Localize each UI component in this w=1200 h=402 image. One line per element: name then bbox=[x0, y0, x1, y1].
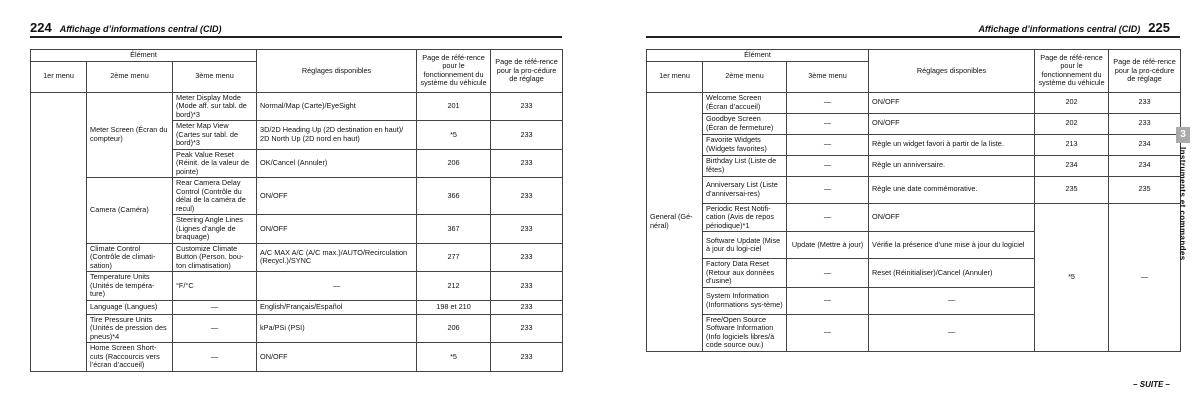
header-settings: Réglages disponibles bbox=[869, 50, 1035, 93]
menu3-cell: — bbox=[787, 176, 869, 203]
menu2-cell: Camera (Caméra) bbox=[87, 178, 173, 244]
header-menu1: 1er menu bbox=[647, 61, 703, 92]
menu2-cell: Goodbye Screen (Écran de fermeture) bbox=[703, 113, 787, 134]
chapter-title-vertical: Instruments et commandes bbox=[1178, 147, 1187, 261]
ref-function-cell: 201 bbox=[417, 92, 491, 121]
menu3-cell: Customize Climate Button (Person. bou-ton climatisation) bbox=[173, 243, 257, 272]
menu3-cell: — bbox=[787, 113, 869, 134]
settings-cell: English/Français/Español bbox=[257, 300, 417, 314]
continued-footer: – SUITE – bbox=[1133, 380, 1170, 389]
ref-setting-cell: 233 bbox=[491, 121, 563, 150]
merged-ref-setting-cell: — bbox=[1109, 203, 1181, 351]
menu3-cell: Update (Mettre à jour) bbox=[787, 232, 869, 259]
settings-cell: — bbox=[869, 287, 1035, 314]
ref-setting-cell: 234 bbox=[1109, 134, 1181, 155]
table-row bbox=[31, 92, 563, 121]
header-ref-setting: Page de réfé-rence pour la pro-cédure de réglage bbox=[491, 50, 563, 93]
right-header-rule bbox=[646, 36, 1180, 38]
menu2-cell: Periodic Rest Notifi-cation (Avis de repos périodique)*1 bbox=[703, 203, 787, 232]
settings-cell: Vérifie la présence d’une mise à jour du logiciel bbox=[869, 232, 1035, 259]
settings-cell: ON/OFF bbox=[257, 215, 417, 244]
ref-setting-cell: 233 bbox=[491, 178, 563, 215]
menu1-cell bbox=[31, 92, 87, 371]
menu3-cell: — bbox=[787, 92, 869, 113]
menu3-cell: Rear Camera Delay Control (Contrôle du délai de la caméra de recul) bbox=[173, 178, 257, 215]
header-menu1: 1er menu bbox=[31, 61, 87, 92]
left-page-header bbox=[30, 20, 222, 36]
ref-function-cell: 366 bbox=[417, 178, 491, 215]
settings-cell: Règle une date commémorative. bbox=[869, 176, 1035, 203]
menu1-general-cell: General (Gé-néral) bbox=[647, 92, 703, 351]
settings-cell: — bbox=[869, 314, 1035, 351]
ref-setting-cell: 234 bbox=[1109, 155, 1181, 176]
menu3-cell: — bbox=[173, 314, 257, 343]
header-menu2: 2ème menu bbox=[703, 61, 787, 92]
merged-ref-function-cell: *5 bbox=[1035, 203, 1109, 351]
right-page-title: Affichage d’informations central (CID) bbox=[978, 24, 1141, 34]
chapter-tab: 3 bbox=[1176, 127, 1190, 143]
menu2-cell: Temperature Units (Unités de tempéra-ture) bbox=[87, 272, 173, 301]
settings-cell: ON/OFF bbox=[869, 113, 1035, 134]
settings-cell: Règle un widget favori à partir de la liste. bbox=[869, 134, 1035, 155]
menu3-cell: — bbox=[787, 203, 869, 232]
menu2-cell: Tire Pressure Units (Unités de pression des pneus)*4 bbox=[87, 314, 173, 343]
ref-function-cell: 277 bbox=[417, 243, 491, 272]
ref-setting-cell: 233 bbox=[1109, 113, 1181, 134]
ref-setting-cell: 233 bbox=[491, 149, 563, 178]
ref-setting-cell: 233 bbox=[491, 343, 563, 372]
menu3-cell: — bbox=[787, 134, 869, 155]
menu2-cell: System Information (Informations sys-tème) bbox=[703, 287, 787, 314]
ref-function-cell: 206 bbox=[417, 149, 491, 178]
menu2-cell: Software Update (Mise à jour du logi-ciel bbox=[703, 232, 787, 259]
header-element: Élément bbox=[31, 50, 257, 62]
menu2-cell: Climate Control (Contrôle de climati-sation) bbox=[87, 243, 173, 272]
right-page-number: 225 bbox=[1148, 20, 1170, 35]
menu2-cell: Welcome Screen (Écran d’accueil) bbox=[703, 92, 787, 113]
menu2-cell: Anniversary List (Liste d’anniversai-res) bbox=[703, 176, 787, 203]
menu2-cell: Meter Screen (Écran du compteur) bbox=[87, 92, 173, 178]
table-row bbox=[31, 243, 563, 272]
table-header-row bbox=[31, 50, 563, 62]
ref-setting-cell: 233 bbox=[491, 243, 563, 272]
menu2-cell: Favorite Widgets (Widgets favorites) bbox=[703, 134, 787, 155]
settings-cell: Reset (Réinitialiser)/Cancel (Annuler) bbox=[869, 259, 1035, 288]
menu3-cell: — bbox=[787, 155, 869, 176]
ref-setting-cell: 233 bbox=[491, 215, 563, 244]
settings-cell: A/C MAX A/C (A/C max.)/AUTO/Recirculation (Recycl.)/SYNC bbox=[257, 243, 417, 272]
ref-function-cell: 198 et 210 bbox=[417, 300, 491, 314]
left-header-rule bbox=[30, 36, 562, 38]
settings-cell: — bbox=[257, 272, 417, 301]
ref-function-cell: 202 bbox=[1035, 92, 1109, 113]
table-row bbox=[31, 314, 563, 343]
settings-cell: ON/OFF bbox=[869, 203, 1035, 232]
table-row bbox=[647, 134, 1181, 155]
menu3-cell: — bbox=[173, 343, 257, 372]
menu3-cell: — bbox=[787, 314, 869, 351]
ref-setting-cell: 233 bbox=[491, 300, 563, 314]
menu2-cell: Factory Data Reset (Retour aux données d’usine) bbox=[703, 259, 787, 288]
settings-cell: OK/Cancel (Annuler) bbox=[257, 149, 417, 178]
menu3-cell: Peak Value Reset (Réinit. de la valeur de pointe) bbox=[173, 149, 257, 178]
ref-setting-cell: 233 bbox=[491, 92, 563, 121]
menu3-cell: — bbox=[173, 300, 257, 314]
menu3-cell: Meter Display Mode (Mode aff. sur tabl. de bord)*3 bbox=[173, 92, 257, 121]
ref-function-cell: 212 bbox=[417, 272, 491, 301]
settings-cell: ON/OFF bbox=[869, 92, 1035, 113]
ref-function-cell: 235 bbox=[1035, 176, 1109, 203]
left-settings-table bbox=[30, 49, 563, 372]
ref-function-cell: 234 bbox=[1035, 155, 1109, 176]
ref-setting-cell: 233 bbox=[491, 272, 563, 301]
menu3-cell: Steering Angle Lines (Lignes d’angle de braquage) bbox=[173, 215, 257, 244]
ref-setting-cell: 233 bbox=[1109, 92, 1181, 113]
menu3-cell: — bbox=[787, 259, 869, 288]
table-header-row bbox=[647, 50, 1181, 62]
table-row bbox=[31, 178, 563, 215]
header-menu3: 3ème menu bbox=[787, 61, 869, 92]
header-menu3: 3ème menu bbox=[173, 61, 257, 92]
menu2-cell: Free/Open Source Software Information (Info logiciels libres/à code source ouv.) bbox=[703, 314, 787, 351]
settings-cell: Règle un anniversaire. bbox=[869, 155, 1035, 176]
header-ref-function: Page de réfé-rence pour le fonctionnement du système du véhicule bbox=[1035, 50, 1109, 93]
settings-cell: ON/OFF bbox=[257, 178, 417, 215]
left-page-title: Affichage d’informations central (CID) bbox=[59, 24, 222, 34]
ref-function-cell: *5 bbox=[417, 343, 491, 372]
ref-function-cell: 202 bbox=[1035, 113, 1109, 134]
menu2-cell: Birthday List (Liste de fêtes) bbox=[703, 155, 787, 176]
settings-cell: kPa/PSi (PSI) bbox=[257, 314, 417, 343]
header-ref-setting: Page de réfé-rence pour la pro-cédure de réglage bbox=[1109, 50, 1181, 93]
ref-setting-cell: 235 bbox=[1109, 176, 1181, 203]
header-ref-function: Page de réfé-rence pour le fonctionnement du système du véhicule bbox=[417, 50, 491, 93]
menu3-cell: °F/°C bbox=[173, 272, 257, 301]
table-row bbox=[647, 155, 1181, 176]
right-settings-table bbox=[646, 49, 1181, 352]
menu2-cell: Home Screen Short-cuts (Raccourcis vers l’écran d’accueil) bbox=[87, 343, 173, 372]
table-row bbox=[31, 300, 563, 314]
settings-cell: 3D/2D Heading Up (2D destination en haut)/ 2D North Up (2D nord en haut) bbox=[257, 121, 417, 150]
menu3-cell: — bbox=[787, 287, 869, 314]
ref-function-cell: 206 bbox=[417, 314, 491, 343]
table-row bbox=[647, 176, 1181, 203]
menu3-cell: Meter Map View (Cartes sur tabl. de bord)*3 bbox=[173, 121, 257, 150]
ref-function-cell: 367 bbox=[417, 215, 491, 244]
header-menu2: 2ème menu bbox=[87, 61, 173, 92]
table-row bbox=[31, 343, 563, 372]
ref-setting-cell: 233 bbox=[491, 314, 563, 343]
settings-cell: ON/OFF bbox=[257, 343, 417, 372]
right-page-header bbox=[978, 20, 1170, 36]
table-row bbox=[31, 272, 563, 301]
ref-function-cell: 213 bbox=[1035, 134, 1109, 155]
left-page-number: 224 bbox=[30, 20, 52, 35]
header-settings: Réglages disponibles bbox=[257, 50, 417, 93]
settings-cell: Normal/Map (Carte)/EyeSight bbox=[257, 92, 417, 121]
menu2-cell: Language (Langues) bbox=[87, 300, 173, 314]
table-row bbox=[647, 203, 1181, 232]
table-row bbox=[647, 113, 1181, 134]
table-row bbox=[647, 92, 1181, 113]
header-element: Élément bbox=[647, 50, 869, 62]
ref-function-cell: *5 bbox=[417, 121, 491, 150]
